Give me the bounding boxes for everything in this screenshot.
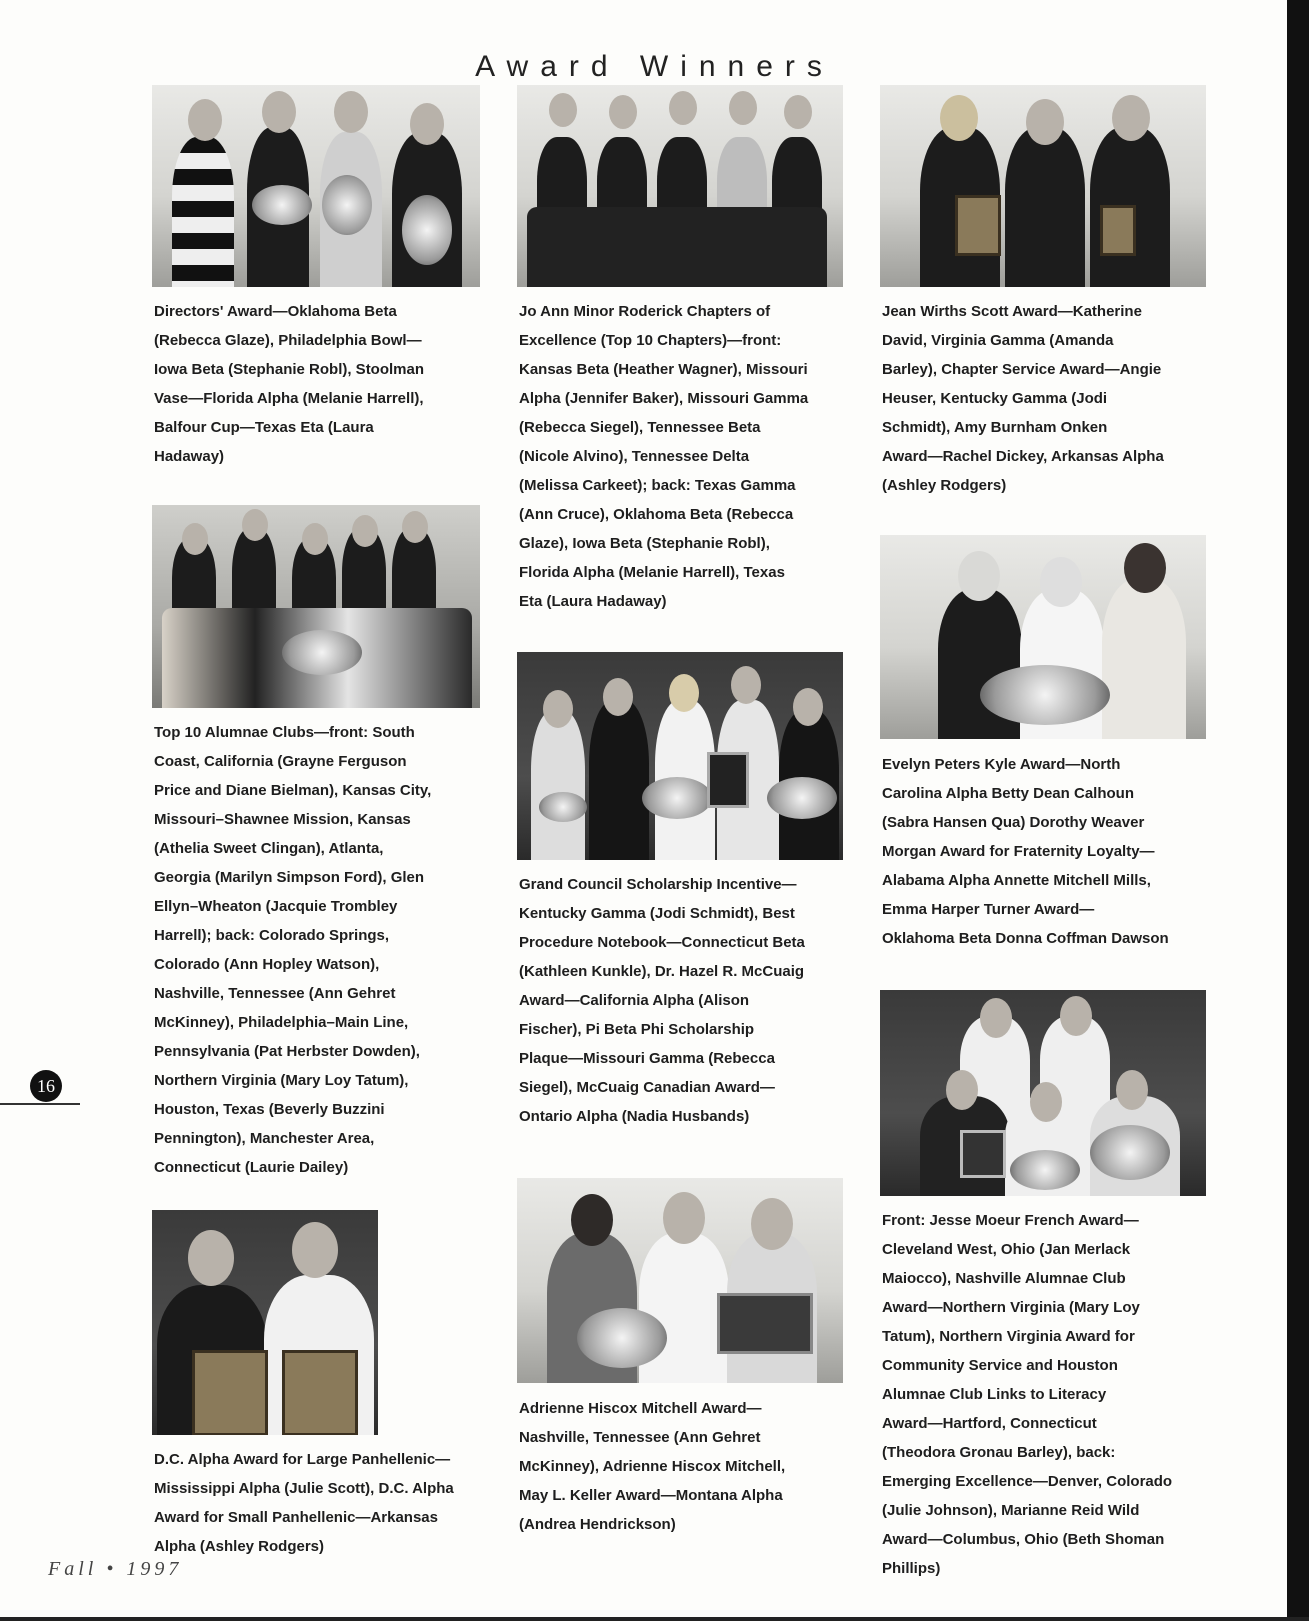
photo-evelyn-peters-kyle <box>880 535 1206 739</box>
photo-top-10-alumnae <box>152 505 480 708</box>
caption-directors-award: Directors' Award—Oklahoma Beta (Rebecca Glaze), Philadelphia Bowl— Iowa Beta (Stephanie Robl), Stoolman Vase—Florida Alpha (Melanie Harrell), Balfour Cup—Texas Eta (Laura Hadaway) <box>154 303 425 465</box>
page-edge-bar <box>1287 0 1309 1621</box>
photo-directors-award <box>152 85 480 287</box>
caption-grand-council: Grand Council Scholarship Incentive— Kentucky Gamma (Jodi Schmidt), Best Procedure Notebook—Connecticut Beta (Kathleen Kunkle), Dr. Hazel R. McCuaig Award—California Alpha (Alison Fischer), Pi Beta Phi Scholarship Plaque—Missouri Gamma (Rebecca Siegel), McCuaig Canadian Award— Ontario Alpha (Nadia Husbands) <box>519 876 805 1125</box>
folio-rule <box>0 1103 80 1105</box>
photo-front-awards <box>880 990 1206 1196</box>
photo-dc-alpha <box>152 1210 378 1435</box>
caption-evelyn-peters-kyle: Evelyn Peters Kyle Award—North Carolina Alpha Betty Dean Calhoun (Sabra Hansen Qua) Dorothy Weaver Morgan Award for Fraternity Loyalty— Alabama Alpha Annette Mitchell Mills, Emma Harper Turner Award— Oklahoma Beta Donna Coffman Dawson <box>882 756 1169 947</box>
photo-chapters-of-excellence <box>517 85 843 287</box>
caption-adrienne-hiscox: Adrienne Hiscox Mitchell Award— Nashville, Tennessee (Ann Gehret McKinney), Adrienne Hiscox Mitchell, May L. Keller Award—Montana Alpha (Andrea Hendrickson) <box>519 1400 786 1533</box>
page-bottom-rule <box>0 1617 1309 1621</box>
caption-top-10-alumnae: Top 10 Alumnae Clubs—front: South Coast, California (Grayne Ferguson Price and Diane Bielman), Kansas City, Missouri–Shawnee Mission, Kansas (Athelia Sweet Clingan), Atlanta, Georgia (Marilyn Simpson Ford), Glen Ellyn–Wheaton (Jacquie Trombley Harrell); back: Colorado Springs, Colorado (Ann Hopley Watson), Nashville, Tennessee (Ann Gehret McKinney), Philadelphia–Main Line, Pennsylvania (Pat Herbster Dowden), Northern Virginia (Mary Loy Tatum), Houston, Texas (Beverly Buzzini Pennington), Manchester Area, Connecticut (Laurie Dailey) <box>154 724 432 1176</box>
page-title: Award Winners <box>475 50 834 84</box>
caption-dc-alpha: D.C. Alpha Award for Large Panhellenic— Mississippi Alpha (Julie Scott), D.C. Alpha Award for Small Panhellenic—Arkansas Alpha (Ashley Rodgers) <box>154 1451 454 1555</box>
issue-footer: Fall • 1997 <box>48 1558 183 1580</box>
photo-adrienne-hiscox <box>517 1178 843 1383</box>
caption-chapters-of-excellence: Jo Ann Minor Roderick Chapters of Excellence (Top 10 Chapters)—front: Kansas Beta (Heather Wagner), Missouri Alpha (Jennifer Baker), Missouri Gamma (Rebecca Siegel), Tennessee Beta (Nicole Alvino), Tennessee Delta (Melissa Carkeet); back: Texas Gamma (Ann Cruce), Oklahoma Beta (Rebecca Glaze), Iowa Beta (Stephanie Robl), Florida Alpha (Melanie Harrell), Texas Eta (Laura Hadaway) <box>519 303 809 610</box>
page-number-badge: 16 <box>30 1070 62 1102</box>
caption-front-awards: Front: Jesse Moeur French Award— Cleveland West, Ohio (Jan Merlack Maiocco), Nashville Alumnae Club Award—Northern Virginia (Mary Loy Tatum), Northern Virginia Award for Community Service and Houston Alumnae Club Links to Literacy Award—Hartford, Connecticut (Theodora Gronau Barley), back: Emerging Excellence—Denver, Colorado (Julie Johnson), Marianne Reid Wild Award—Columbus, Ohio (Beth Shoman Phillips) <box>882 1212 1173 1577</box>
photo-jean-wirths-scott <box>880 85 1206 287</box>
caption-jean-wirths-scott: Jean Wirths Scott Award—Katherine David, Virginia Gamma (Amanda Barley), Chapter Service Award—Angie Heuser, Kentucky Gamma (Jodi Schmidt), Amy Burnham Onken Award—Rachel Dickey, Arkansas Alpha (Ashley Rodgers) <box>882 303 1164 494</box>
photo-grand-council <box>517 652 843 860</box>
